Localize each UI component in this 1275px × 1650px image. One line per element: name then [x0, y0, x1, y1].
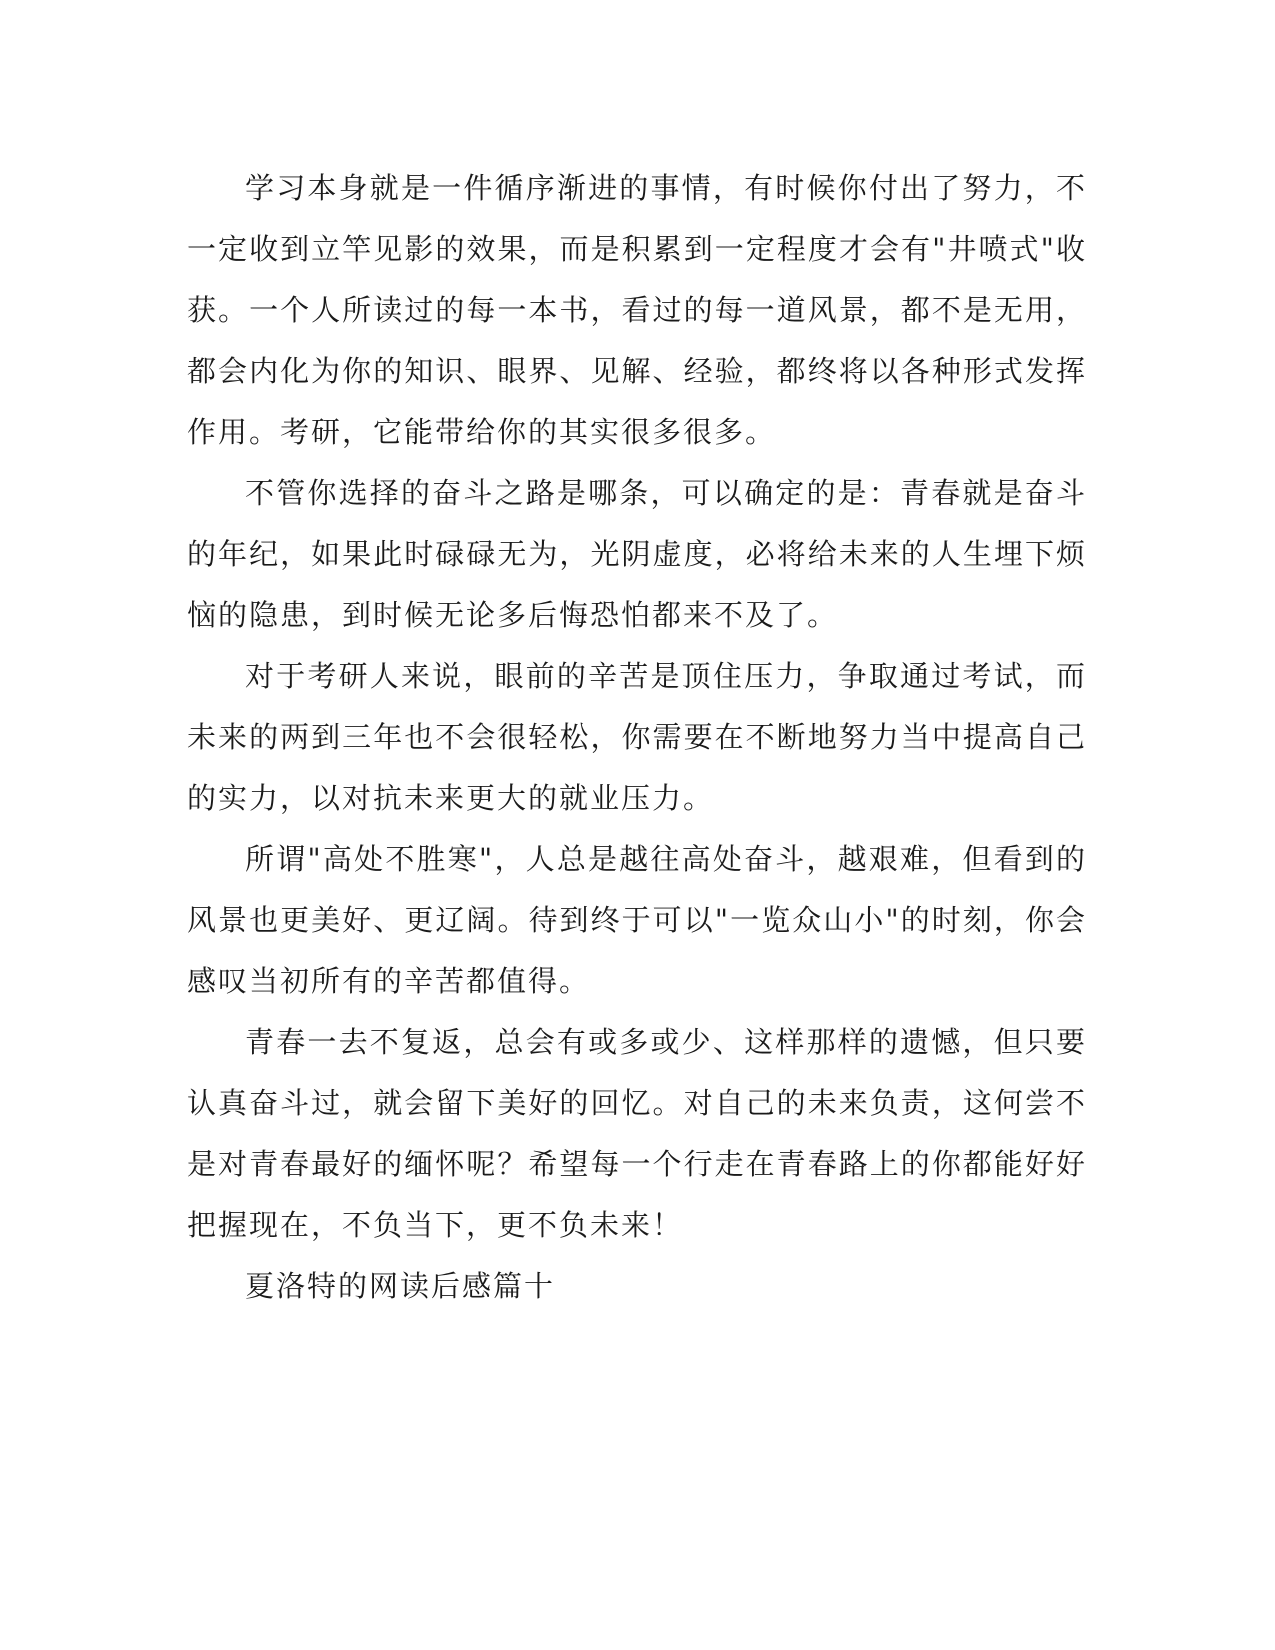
paragraph-exam-pressure: 对于考研人来说，眼前的辛苦是顶住压力，争取通过考试，而未来的两到三年也不会很轻松，你需要在不断地努力当中提高自己的实力，以对抗未来更大的就业压力。 [187, 659, 1087, 815]
paragraph-cherish-youth: 青春一去不复返，总会有或多或少、这样那样的遗憾，但只要认真奋斗过，就会留下美好的回忆。对自己的未来负责，这何尝不是对青春最好的缅怀呢？希望每一个行走在青春路上的你都能好好把握现在，不负当下，更不负未来！ [187, 1025, 1087, 1242]
paragraph-youth-struggle: 不管你选择的奋斗之路是哪条，可以确定的是：青春就是奋斗的年纪，如果此时碌碌无为，光阴虚度，必将给未来的人生埋下烦恼的隐患，到时候无论多后悔恐怕都来不及了。 [187, 476, 1087, 632]
document-body [187, 158, 1087, 1317]
section-heading: 夏洛特的网读后感篇十 [245, 1269, 556, 1303]
paragraph-high-places: 所谓"高处不胜寒"，人总是越往高处奋斗，越艰难，但看到的风景也更美好、更辽阔。待到终于可以"一览众山小"的时刻，你会感叹当初所有的辛苦都值得。 [187, 842, 1087, 998]
paragraph-study-progress: 学习本身就是一件循序渐进的事情，有时候你付出了努力，不一定收到立竿见影的效果，而是积累到一定程度才会有"井喷式"收获。一个人所读过的每一本书，看过的每一道风景，都不是无用，都会内化为你的知识、眼界、见解、经验，都终将以各种形式发挥作用。考研，它能带给你的其实很多很多。 [187, 171, 1087, 449]
